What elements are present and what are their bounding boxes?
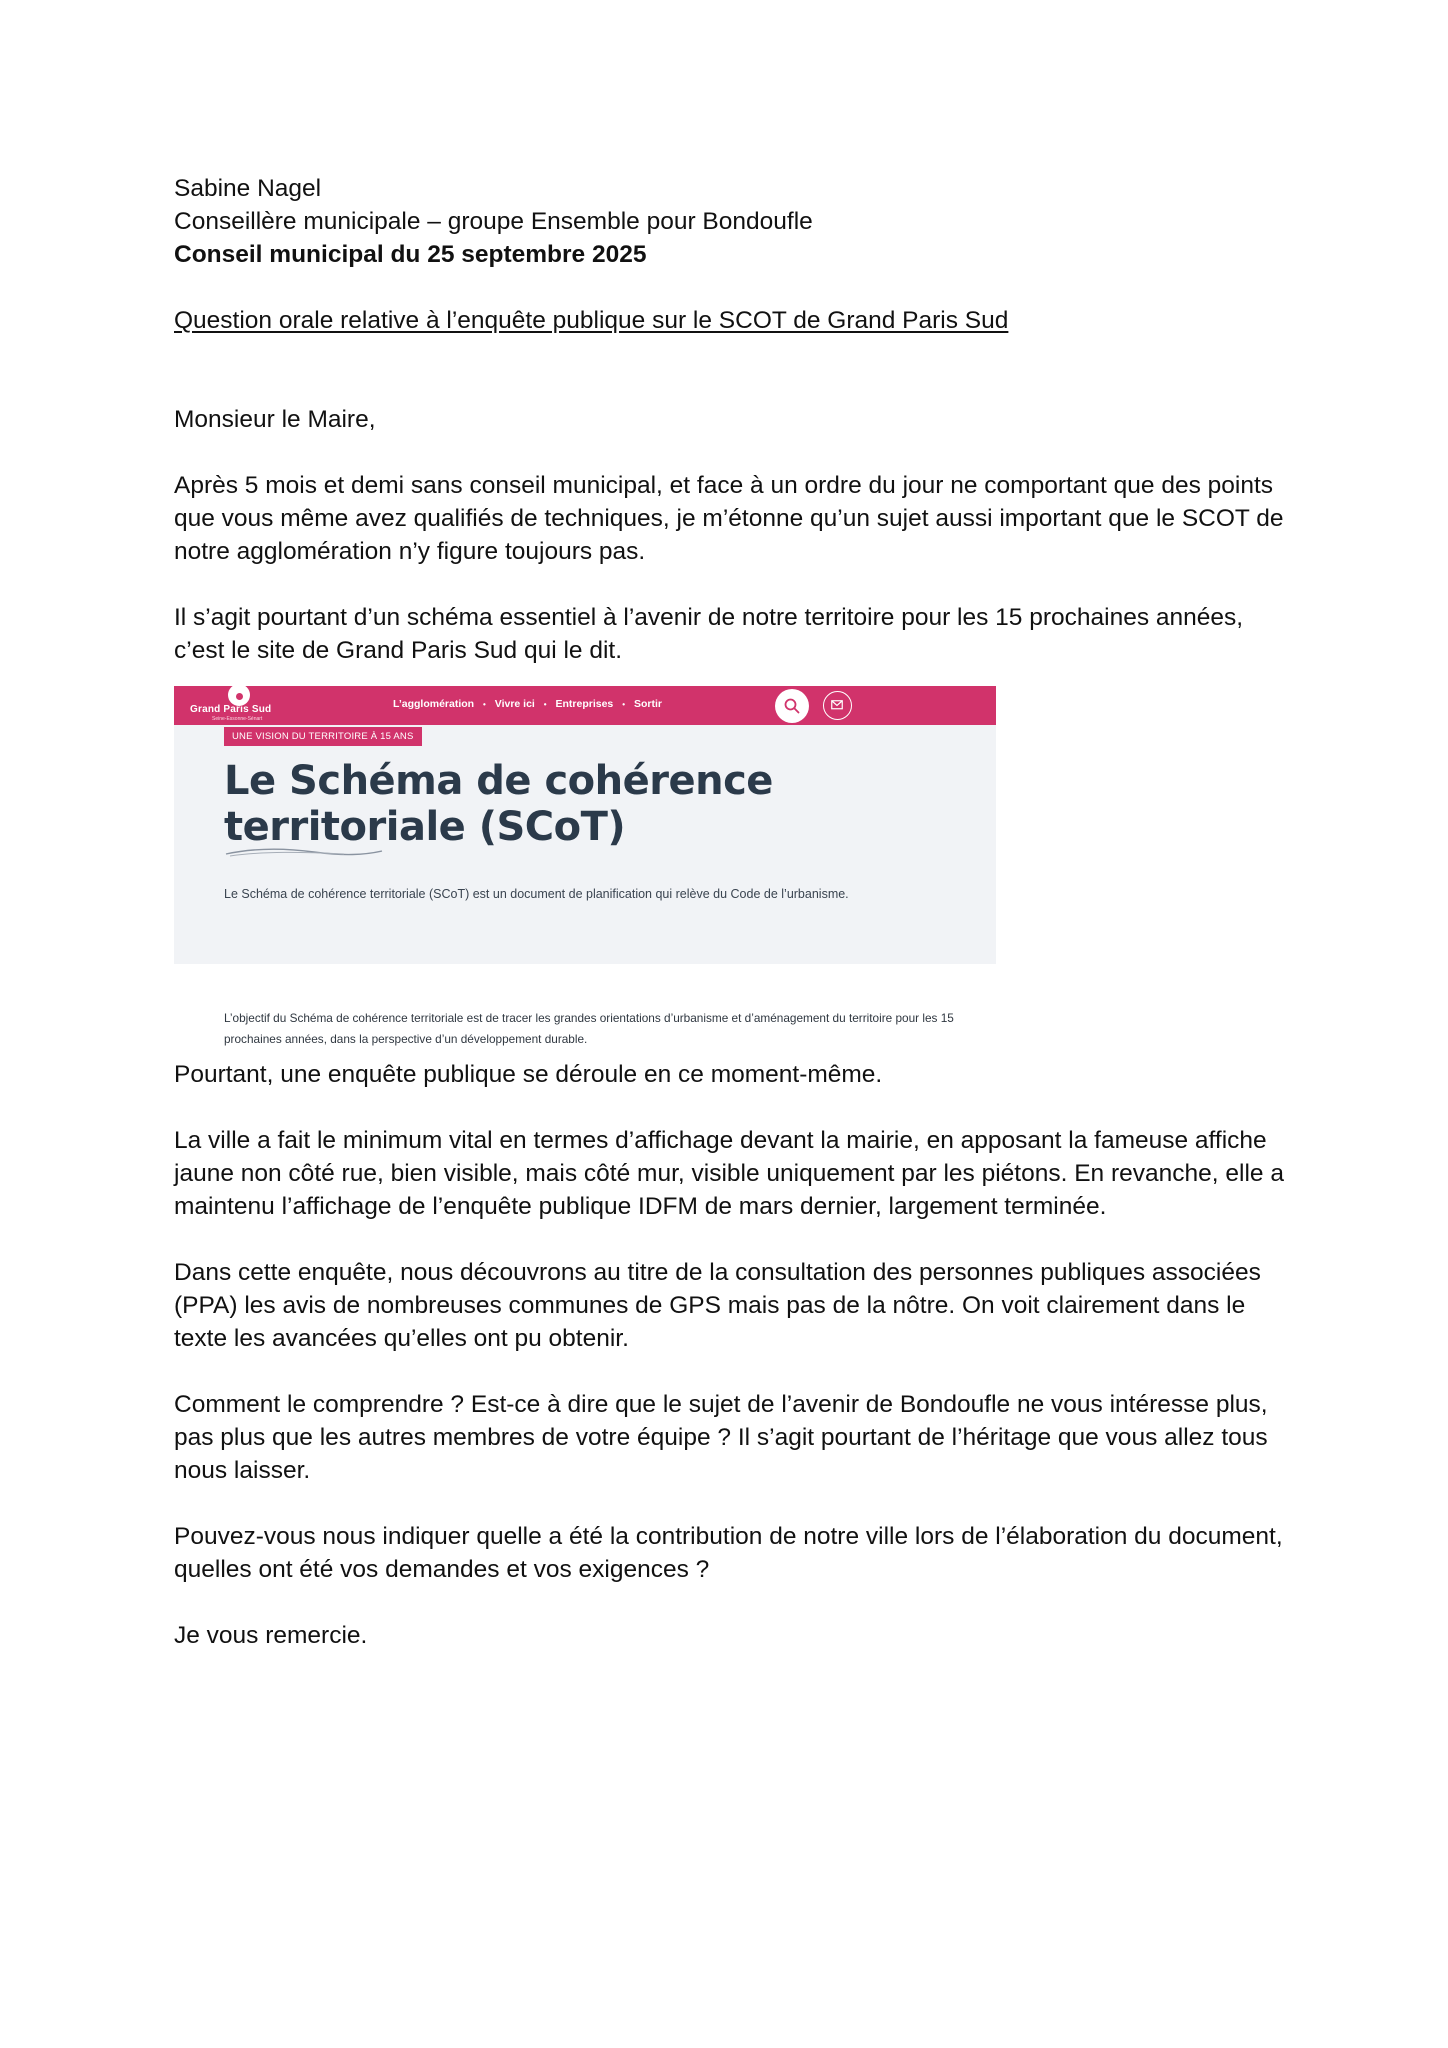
paragraph-3: Pourtant, une enquête publique se déroule en ce moment-même.	[174, 1061, 883, 1088]
paragraph-1: Après 5 mois et demi sans conseil municipal, et face à un ordre du jour ne comportant que des points que vous même avez qualifiés de techniques, je m’étonne qu’un sujet aussi important que le SCOT de notre agglomération n’y figure toujours pas.	[174, 472, 1284, 565]
search-icon	[784, 698, 800, 714]
subject-line: Question orale relative à l’enquête publique sur le SCOT de Grand Paris Sud	[174, 307, 1009, 334]
site-nav-links	[393, 698, 662, 710]
nav-link-entreprises: Entreprises	[555, 698, 614, 710]
nav-separator: •	[622, 700, 626, 709]
site-logo-subtitle: Seine-Essonne-Sénart	[212, 716, 263, 722]
website-objective-text: L’objectif du Schéma de cohérence territoriale est de tracer les grandes orientations d’urbanisme et d’aménagement du territoire pour les 15 prochaines années, dans la perspective d’un développement durable.	[224, 1011, 954, 1046]
website-page-title	[224, 758, 924, 850]
search-button	[775, 689, 809, 723]
website-screenshot	[174, 686, 996, 964]
paragraph-2: Il s’agit pourtant d’un schéma essentiel à l’avenir de notre territoire pour les 15 prochaines années, c’est le site de Grand Paris Sud qui le dit.	[174, 604, 1244, 664]
website-navbar	[174, 686, 996, 725]
nav-separator: •	[543, 700, 547, 709]
title-line-2: territoriale (SCoT)	[224, 804, 626, 850]
paragraph-7: Pouvez-vous nous indiquer quelle a été la contribution de notre ville lors de l’élaboration du document, quelles ont été vos demandes et vos exigences ?	[174, 1523, 1283, 1583]
nav-link-vivre-ici: Vivre ici	[494, 698, 535, 710]
category-tag: UNE VISION DU TERRITOIRE À 15 ANS	[224, 727, 422, 746]
title-line-1: Le Schéma de cohérence	[224, 758, 773, 804]
meeting-date: Conseil municipal du 25 septembre 2025	[174, 241, 647, 268]
salutation: Monsieur le Maire,	[174, 406, 376, 433]
document-page	[174, 172, 1284, 1652]
author-role: Conseillère municipale – groupe Ensemble pour Bondoufle	[174, 208, 813, 235]
paragraph-6: Comment le comprendre ? Est-ce à dire que le sujet de l’avenir de Bondoufle ne vous intéresse plus, pas plus que les autres membres de votre équipe ? Il s’agit pourtant de l’héritage que vous allez tous nous laisser.	[174, 1391, 1268, 1484]
title-underline-decoration	[224, 846, 384, 858]
mail-icon	[831, 700, 843, 710]
website-description: Le Schéma de cohérence territoriale (SCoT) est un document de planification qui relève du Code de l’urbanisme.	[224, 887, 849, 901]
nav-separator: •	[483, 700, 486, 709]
site-logo: Grand Paris Sud	[190, 704, 272, 715]
nav-link-agglomeration: L’agglomération	[393, 698, 475, 710]
logo-icon	[228, 686, 250, 706]
paragraph-5: Dans cette enquête, nous découvrons au titre de la consultation des personnes publiques associées (PPA) les avis de nombreuses communes de GPS mais pas de la nôtre. On voit clairement dans le texte les avancées qu’elles ont pu obtenir.	[174, 1259, 1261, 1352]
mail-button	[823, 691, 852, 720]
nav-link-sortir: Sortir	[633, 698, 662, 710]
closing: Je vous remercie.	[174, 1622, 368, 1649]
paragraph-4: La ville a fait le minimum vital en termes d’affichage devant la mairie, en apposant la fameuse affiche jaune non côté rue, bien visible, mais côté mur, visible uniquement par les piétons. En revanche, elle a maintenu l’affichage de l’enquête publique IDFM de mars dernier, largement terminée.	[174, 1127, 1284, 1220]
author-name: Sabine Nagel	[174, 175, 322, 202]
